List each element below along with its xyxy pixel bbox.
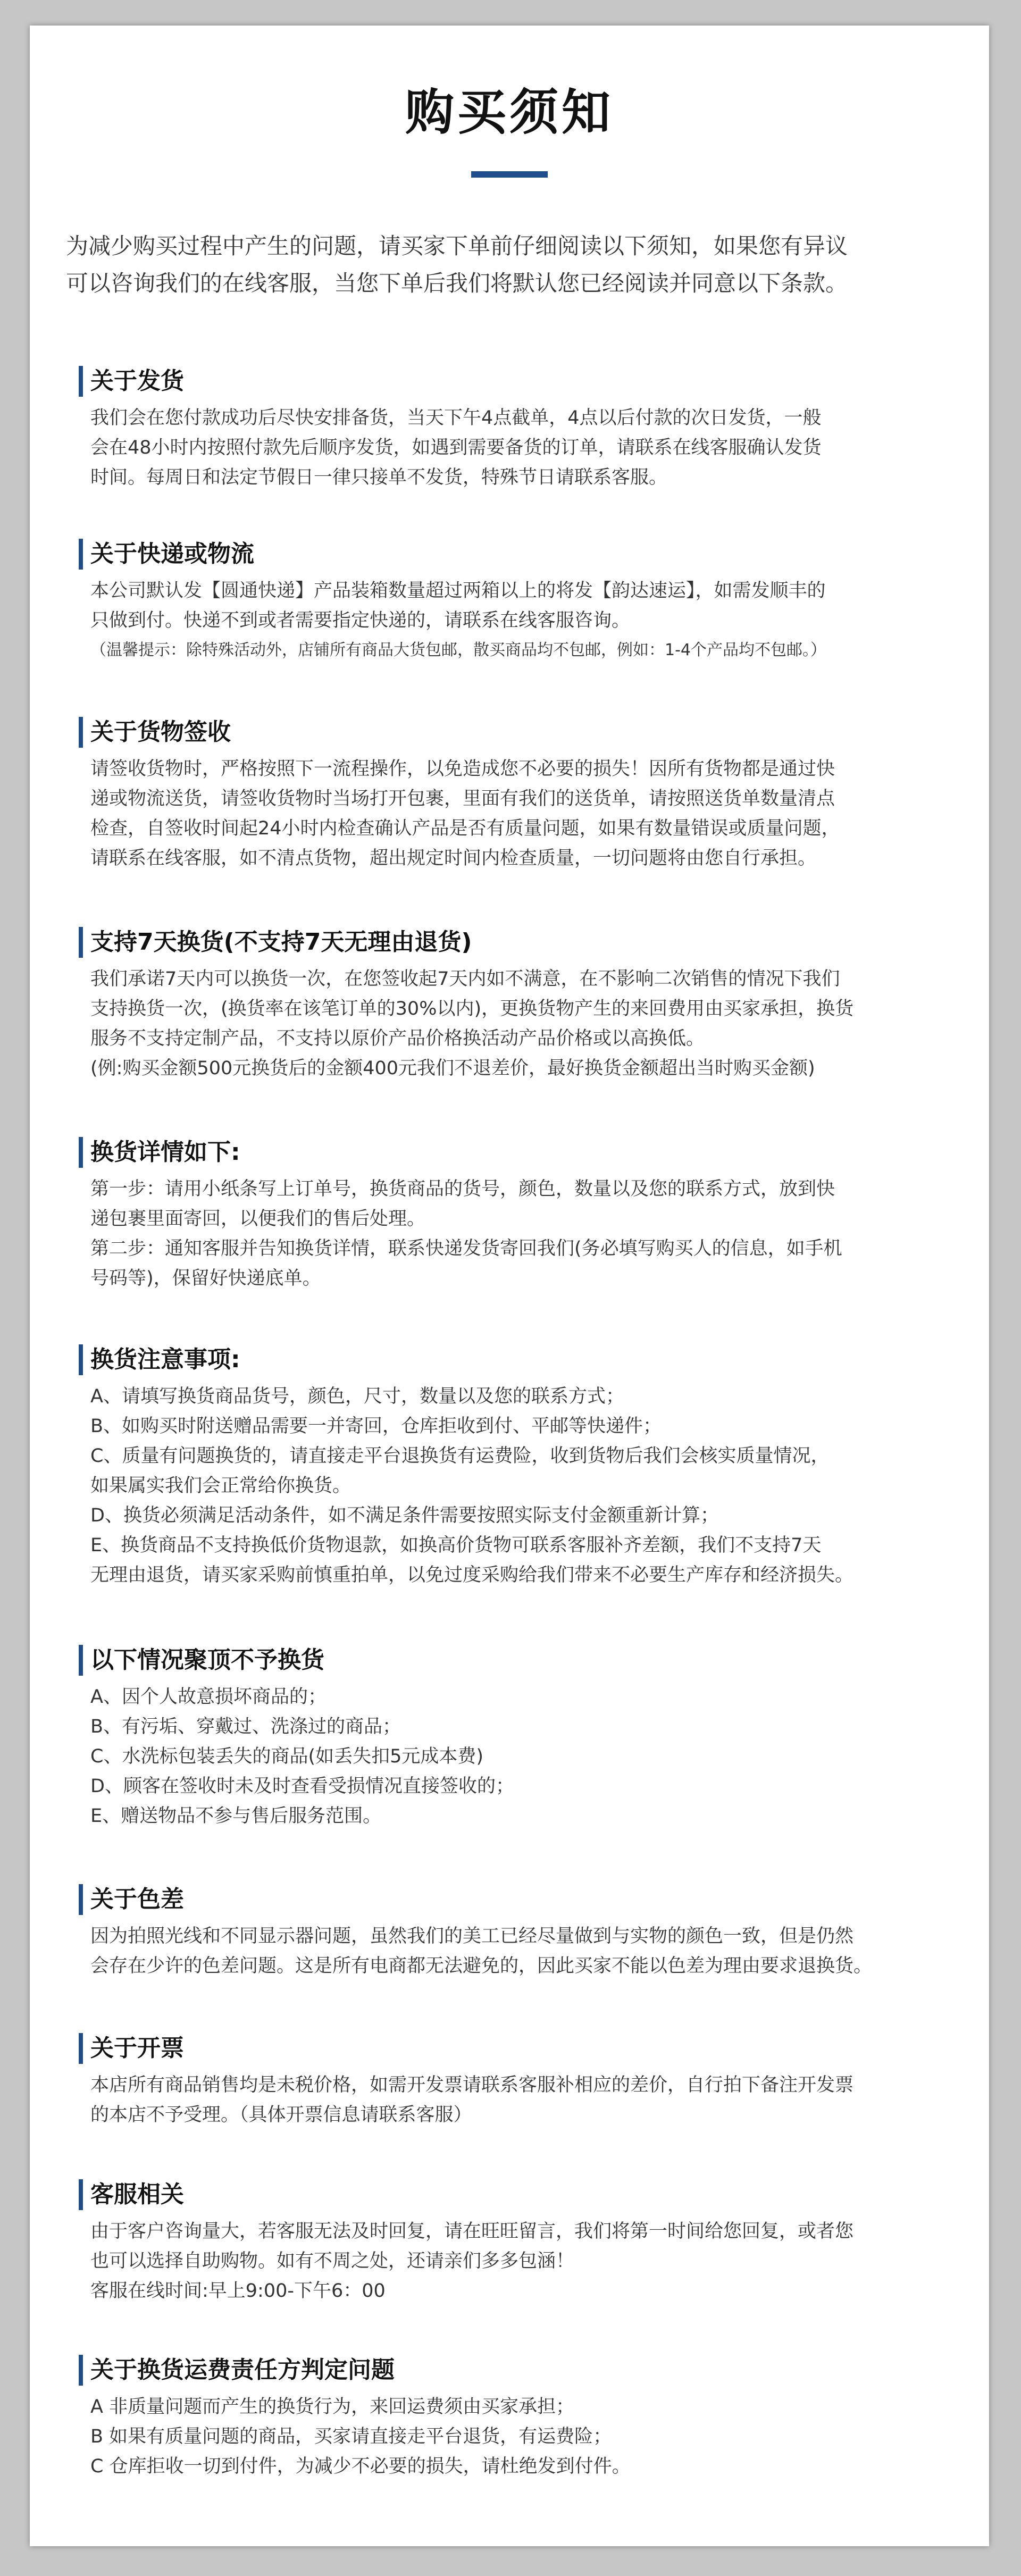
- section-body: [79, 754, 977, 873]
- section-invoice: [79, 2033, 977, 2130]
- section-line: 如果属实我们会正常给你换货。: [90, 1475, 352, 1496]
- section-line: 本店所有商品销售均是未税价格，如需开发票请联系客服补相应的差价，自行拍下备注开发票: [90, 2075, 854, 2096]
- section-shipping-fee-liability: [79, 2355, 977, 2481]
- section-line: 因为拍照光线和不同显示器问题，虽然我们的美工已经尽量做到与实物的颜色一致，但是仍然: [90, 1926, 854, 1947]
- section-line: 递包裹里面寄回，以便我们的售后处理。: [90, 1208, 426, 1230]
- section-body: [79, 2217, 977, 2306]
- section-line: 也可以选择自助购物。如有不周之处，还请亲们多多包涵！: [90, 2251, 575, 2272]
- section-line: C 仓库拒收一切到付件，为减少不必要的损失，请杜绝发到付件。: [90, 2456, 631, 2477]
- notice-sheet: [30, 26, 989, 2546]
- section-line: 无理由退货，请买家采购前慎重拍单，以免过度采购给我们带来不必要生产库存和经济损失。: [90, 1565, 854, 1586]
- section-line: D、换货必须满足活动条件，如不满足条件需要按照实际支付金额重新计算；: [90, 1505, 719, 1526]
- section-body: [79, 2070, 977, 2130]
- section-line: 第一步：请用小纸条写上订单号，换货商品的货号，颜色，数量以及您的联系方式，放到快: [90, 1178, 835, 1200]
- section-line: 我们会在您付款成功后尽快安排备货，当天下午4点截单，4点以后付款的次日发货，一般: [90, 407, 822, 429]
- section-line: C、水洗标包装丢失的商品(如丢失扣5元成本费): [90, 1746, 484, 1767]
- section-heading: 关于开票: [79, 2033, 977, 2064]
- section-heading: 以下情况聚顶不予换货: [79, 1645, 977, 1676]
- intro-text: [66, 228, 959, 302]
- section-color-difference: [79, 1884, 977, 1981]
- section-line: 本公司默认发【圆通快递】产品装箱数量超过两箱以上的将发【韵达速运】，如需发顺丰的: [90, 580, 826, 601]
- section-line: 递或物流送货，请签收货物时当场打开包裹，里面有我们的送货单，请按照送货单数量清点: [90, 788, 835, 809]
- section-body: [79, 576, 977, 665]
- page-title: 购买须知: [405, 84, 614, 141]
- section-shipping: [79, 366, 977, 492]
- section-line: 号码等)，保留好快递底单。: [90, 1268, 321, 1289]
- section-line: E、换货商品不支持换低价货物退款，如换高价货物可联系客服补齐差额，我们不支持7天: [90, 1535, 822, 1556]
- section-heading: 关于换货运费责任方判定问题: [79, 2355, 977, 2386]
- section-line: 第二步：通知客服并告知换货详情，联系快递发货寄回我们(务必填写购买人的信息，如手机: [90, 1238, 842, 1259]
- section-line: A 非质量问题而产生的换货行为，来回运费须由买家承担；: [90, 2396, 575, 2418]
- section-line: 的本店不予受理。（具体开票信息请联系客服）: [90, 2104, 472, 2126]
- section-line: B 如果有质量问题的商品，买家请直接走平台退货，有运费险；: [90, 2426, 612, 2447]
- section-body: [79, 1382, 977, 1590]
- section-line: 时间。每周日和法定节假日一律只接单不发货，特殊节日请联系客服。: [90, 467, 668, 488]
- section-body: [79, 1174, 977, 1293]
- section-heading: 关于货物签收: [79, 717, 977, 748]
- section-heading: 关于发货: [79, 366, 977, 397]
- section-line: 支持换货一次，(换货率在该笔订单的30%以内)，更换货物产生的来回费用由买家承担，换货: [90, 998, 854, 1019]
- intro-line: 可以咨询我们的在线客服，当您下单后我们将默认您已经阅读并同意以下条款。: [66, 270, 848, 296]
- section-line: E、赠送物品不参与售后服务范围。: [90, 1805, 382, 1827]
- section-heading: 关于色差: [79, 1884, 977, 1915]
- section-line: B、如购买时附送赠品需要一并寄回，仓库拒收到付、平邮等快递件；: [90, 1416, 662, 1437]
- section-line: 我们承诺7天内可以换货一次，在您签收起7天内如不满意，在不影响二次销售的情况下我们: [90, 968, 840, 990]
- section-body: [79, 1682, 977, 1831]
- section-line: 由于客户咨询量大，若客服无法及时回复，请在旺旺留言，我们将第一时间给您回复，或者您: [90, 2221, 854, 2242]
- section-line: B、有污垢、穿戴过、洗涤过的商品；: [90, 1716, 401, 1737]
- section-no-exchange: [79, 1645, 977, 1831]
- section-body: [79, 2392, 977, 2481]
- section-heading: 换货注意事项:: [79, 1344, 977, 1375]
- title-underline: [471, 171, 548, 178]
- section-body: [79, 1921, 977, 1981]
- section-line: 请联系在线客服，如不清点货物，超出规定时间内检查质量，一切问题将由您自行承担。: [90, 848, 817, 869]
- intro-line: 为减少购买过程中产生的问题，请买家下单前仔细阅读以下须知，如果您有异议: [66, 233, 848, 259]
- section-line: 会在48小时内按照付款先后顺序发货，如遇到需要备货的订单，请联系在线客服确认发货: [90, 437, 822, 458]
- section-courier: [79, 539, 977, 665]
- section-customer-service: [79, 2179, 977, 2306]
- section-line: A、请填写换货商品货号，颜色，尺寸，数量以及您的联系方式；: [90, 1386, 624, 1407]
- section-exchange-policy: [79, 927, 977, 1083]
- section-line: 检查，自签收时间起24小时内检查确认产品是否有质量问题，如果有数量错误或质量问题，: [90, 818, 840, 839]
- section-line: 只做到付。快递不到或者需要指定快递的，请联系在线客服咨询。: [90, 610, 631, 631]
- section-body: [79, 403, 977, 492]
- section-line: 请签收货物时，严格按照下一流程操作，以免造成您不必要的损失！因所有货物都是通过快: [90, 758, 835, 780]
- section-heading: 关于快递或物流: [79, 539, 977, 570]
- section-heading: 支持7天换货(不支持7天无理由退货): [79, 927, 977, 958]
- section-exchange-steps: [79, 1137, 977, 1293]
- section-body: [79, 964, 977, 1083]
- section-heading: 换货详情如下:: [79, 1137, 977, 1168]
- section-line: 服务不支持定制产品，不支持以原价产品价格换活动产品价格或以高换低。: [90, 1028, 705, 1049]
- section-receiving: [79, 717, 977, 873]
- section-line: A、因个人故意损坏商品的；: [90, 1686, 327, 1708]
- section-line: C、质量有问题换货的，请直接走平台退换货有运费险，收到货物后我们会核实质量情况，: [90, 1445, 830, 1467]
- section-note: （温馨提示：除特殊活动外，店铺所有商品大货包邮，散买商品均不包邮，例如：1-4个产品均不包邮。）: [90, 641, 826, 659]
- section-line: 客服在线时间:早上9:00-下午6：00: [90, 2280, 386, 2302]
- section-heading: 客服相关: [79, 2179, 977, 2210]
- section-line: D、顾客在签收时未及时查看受损情况直接签收的；: [90, 1776, 514, 1797]
- section-line: 会存在少许的色差问题。这是所有电商都无法避免的，因此买家不能以色差为理由要求退换货。: [90, 1955, 873, 1977]
- section-exchange-notes: [79, 1344, 977, 1590]
- section-line: (例:购买金额500元换货后的金额400元我们不退差价，最好换货金额超出当时购买金额): [90, 1058, 815, 1079]
